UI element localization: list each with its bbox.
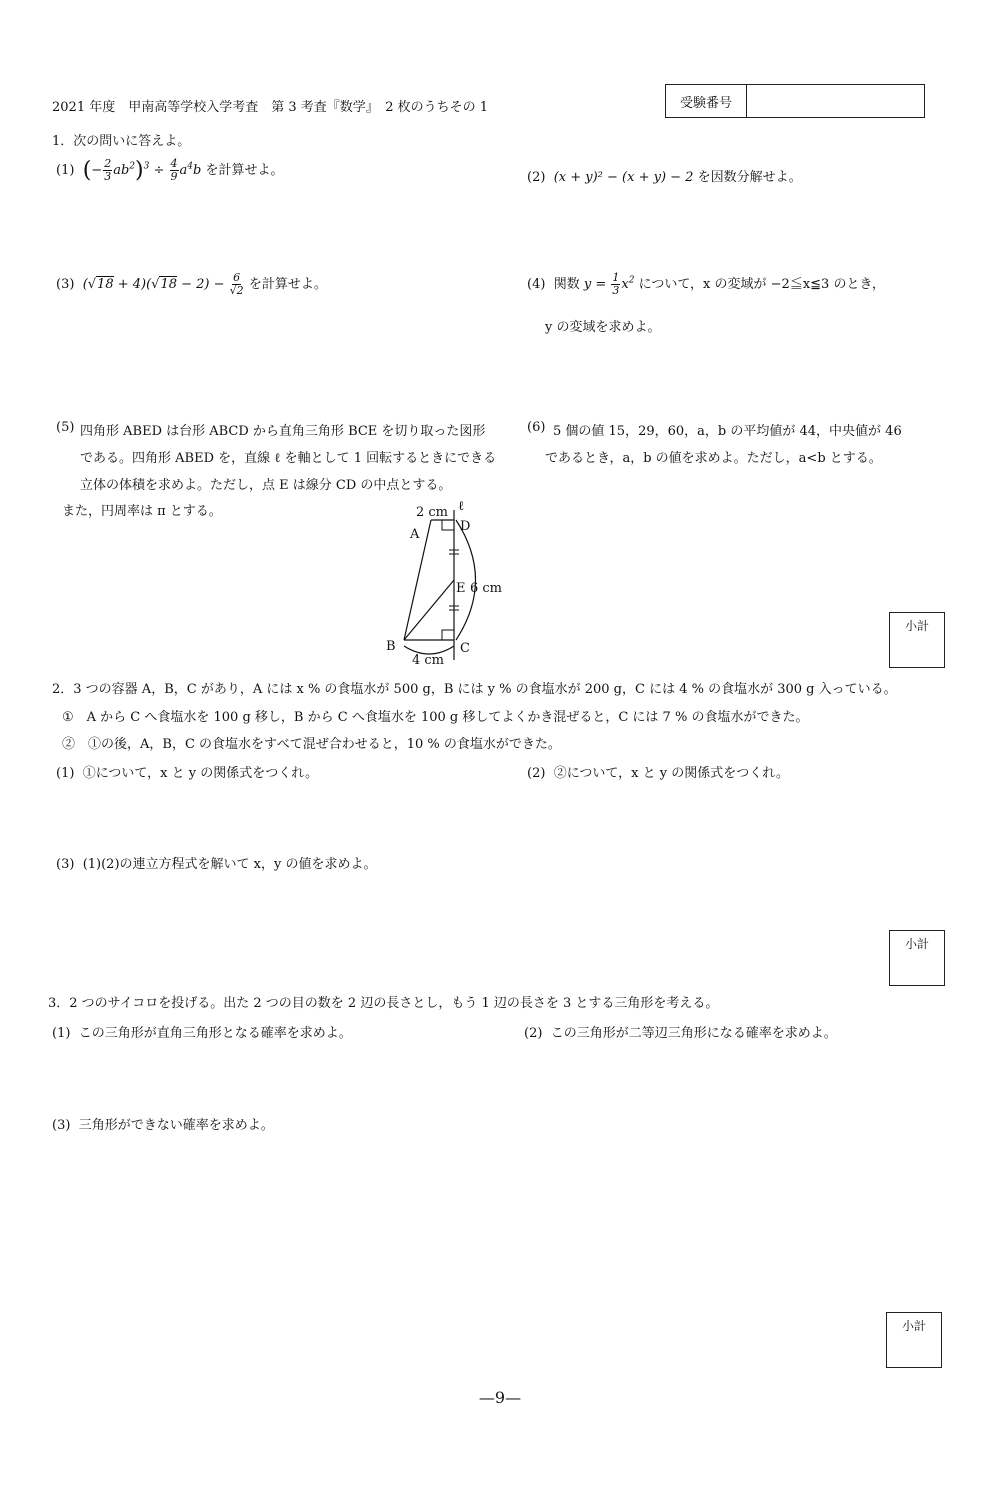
s2-q3-text: (1)(2)の連立方程式を解いて x，y の値を求めよ。	[82, 857, 377, 872]
label-B: B	[386, 639, 396, 654]
label-6cm: 6 cm	[470, 581, 503, 596]
section2-heading: 2．3 つの容器 A，B，C があり，A には x % の食塩水が 500 g，B には y % の食塩水が 200 g，C には 4 % の食塩水が 300 g 入っている。	[52, 682, 897, 697]
s1-q2-num: (2)	[527, 170, 546, 185]
s1-q2-text: を因数分解せよ。	[697, 170, 802, 185]
s2-q2-num: (2)	[527, 766, 546, 781]
s2-q2-text: ②について，x と y の関係式をつくれ。	[553, 766, 790, 781]
s1-q6-line: 5 個の値 15，29，60，a，b の平均値が 44，中央値が 46	[553, 424, 902, 439]
subtotal-box-3[interactable]	[886, 1312, 942, 1368]
label-l: ℓ	[458, 500, 465, 514]
label-C: C	[460, 641, 470, 656]
s1-q6-line: であるとき，a，b の値を求めよ。ただし，a<b とする。	[545, 451, 882, 466]
label-2cm: 2 cm	[416, 505, 449, 520]
s2-condition-1: ① A から C へ食塩水を 100 g 移し，B から C へ食塩水を 100 g 移してよくかき混ぜると，C には 7 % の食塩水ができた。	[62, 710, 809, 725]
s3-q3	[52, 1114, 274, 1133]
section3-heading: 3．2 つのサイコロを投げる。出た 2 つの目の数を 2 辺の長さとし，もう 1 辺の長さを 3 とする三角形を考える。	[48, 996, 719, 1011]
s1-q3	[56, 272, 327, 297]
s2-q3-num: (3)	[56, 857, 75, 872]
exam-number-box[interactable]	[665, 84, 925, 118]
s2-q2	[527, 762, 789, 781]
s1-q1-num: (1)	[56, 163, 75, 179]
s1-q5-line: 四角形 ABED は台形 ABCD から直角三角形 BCE を切り取った図形	[80, 424, 486, 439]
s2-q1-text: ①について，x と y の関係式をつくれ。	[82, 766, 319, 781]
s1-q2-expr: (x + y)² − (x + y) − 2	[553, 170, 694, 185]
s1-q3-expr: (√18 + 4)(√18 − 2) − $\frac{6}{√2}$	[82, 271, 244, 298]
label-D: D	[460, 519, 471, 534]
label-4cm: 4 cm	[412, 653, 445, 668]
s1-q4	[527, 272, 885, 297]
s1-q5-line: また，円周率は π とする。	[62, 504, 222, 519]
label-A: A	[410, 527, 420, 542]
s1-q3-num: (3)	[56, 277, 75, 293]
right-angle-C	[442, 630, 454, 640]
subtotal-label: 小計	[904, 619, 929, 633]
s1-q2	[527, 166, 802, 185]
s2-q1-num: (1)	[56, 766, 75, 781]
s1-q4-num: (4)	[527, 277, 546, 293]
subtotal-box-1[interactable]	[889, 612, 945, 668]
s3-q2	[524, 1022, 837, 1041]
s1-q5-line: 立体の体積を求めよ。ただし，点 E は線分 CD の中点とする。	[80, 478, 452, 493]
s3-q1	[52, 1022, 352, 1041]
exam-title: 2021 年度 甲南高等学校入学考査 第 3 考査『数学』 2 枚のうちその 1	[52, 100, 489, 115]
s2-q1	[56, 762, 318, 781]
s2-q3	[56, 853, 376, 872]
trapezoid-figure	[380, 500, 510, 670]
section1-heading: 1．次の問いに答えよ。	[52, 134, 191, 149]
subtotal-label: 小計	[901, 1319, 926, 1333]
s1-q1-expr: (− $\frac{2}{3}$ $ab^2)^3$ ÷ $\frac{4}{9}$ $a^4b$	[82, 157, 202, 184]
label-E: E	[456, 581, 466, 596]
edge-BE	[404, 580, 454, 640]
s1-q6-num: (6)	[527, 420, 546, 435]
s3-q3-text: 三角形ができない確率を求めよ。	[78, 1118, 274, 1133]
s1-q4-line1: について，x の変域が −2≦x≦3 のとき，	[638, 277, 885, 293]
s1-q1-text: を計算せよ。	[205, 163, 284, 179]
s3-q3-num: (3)	[52, 1118, 71, 1133]
s1-q4-line2: y の変域を求めよ。	[545, 320, 661, 335]
s3-q1-text: この三角形が直角三角形となる確率を求めよ。	[78, 1026, 352, 1041]
s3-q2-num: (2)	[524, 1026, 543, 1041]
s1-q5-num: (5)	[56, 420, 75, 435]
s3-q1-num: (1)	[52, 1026, 71, 1041]
s1-q4-expr: y = $\frac{1}{3}$ $x^2$	[583, 271, 635, 298]
brace-6cm	[456, 520, 476, 640]
subtotal-box-2[interactable]	[889, 930, 945, 986]
right-angle-D	[442, 520, 454, 530]
s3-q2-text: この三角形が二等辺三角形になる確率を求めよ。	[550, 1026, 837, 1041]
s2-condition-2: ② ①の後，A，B，C の食塩水をすべて混ぜ合わせると，10 % の食塩水ができた。	[62, 737, 561, 752]
s1-q4-prefix: 関数	[553, 277, 580, 293]
s1-q3-text: を計算せよ。	[248, 277, 327, 293]
exam-number-label: 受験番号	[666, 85, 747, 117]
page-number: —9—	[478, 1388, 522, 1407]
s1-q5-line: である。四角形 ABED を，直線 ℓ を軸として 1 回転するときにできる	[80, 451, 497, 466]
s1-q1	[56, 158, 283, 183]
subtotal-label: 小計	[904, 937, 929, 951]
